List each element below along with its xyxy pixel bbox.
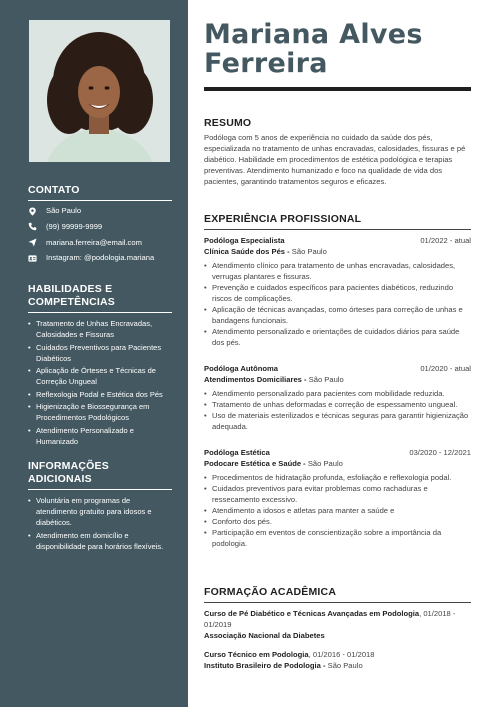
list-item: • Tratamento de Unhas Encravadas, Calosidades e Fissuras [28,318,172,340]
contact-phone-text: (99) 99999-9999 [46,221,103,231]
skills-section [28,283,172,448]
job-company-line [204,458,471,469]
list-item: • Atendimento personalizado para pacientes com mobilidade reduzida. [204,388,471,399]
candidate-name-line2: Ferreira [204,48,328,79]
job-company: Atendimentos Domiciliares - [204,375,307,384]
job-company: Clínica Saúde dos Pés - [204,247,290,256]
education-section [204,586,471,679]
name-divider [204,87,471,91]
contact-title: CONTATO [28,184,172,201]
job-header [204,235,471,246]
list-item: • Atendimento clínico para tratamento de unhas encravadas, calosidades, verrugas plantares e fissuras. [204,260,471,282]
list-item: • Atendimento em domicílio e disponibilidade para horários flexíveis. [28,530,172,552]
contact-phone [28,222,172,232]
additional-info-list [28,495,172,552]
candidate-name-line1: Mariana Alves [204,19,423,50]
job-company-line [204,246,471,257]
job-bullets [204,260,471,348]
profile-photo [29,20,170,162]
job-location: São Paulo [306,375,344,384]
education-dates: , 01/2018 - 01/2019 [204,609,456,629]
candidate-name [204,20,423,78]
job-company: Podocare Estética e Saúde - [204,459,306,468]
list-item: • Tratamento de unhas deformadas e correção de espessamento ungueal. [204,399,471,410]
profile-photo-illustration [29,20,170,162]
job-header [204,447,471,458]
education-entry [204,608,471,641]
job-entry [204,447,471,549]
list-item: • Aplicação de técnicas avançadas, como órteses para correção de unhas e bandagens funcionais. [204,304,471,326]
job-role: Podóloga Estética [204,448,270,457]
contact-location-text: São Paulo [46,206,82,215]
list-item: • Cuidados Preventivos para Pacientes Diabéticos [28,342,172,364]
list-item: • Atendimento personalizado e orientações de cuidados diários para saúde dos pés. [204,326,471,348]
list-item: • Prevenção e cuidados específicos para pacientes diabéticos, reduzindo riscos de complicações. [204,282,471,304]
contact-location [28,206,172,216]
contact-section [28,184,172,269]
list-item: • Higienização e Biossegurança em Procedimentos Podológicos [28,401,172,423]
education-institution: Associação Nacional da Diabetes [204,631,325,640]
job-role: Podóloga Especialista [204,236,285,245]
job-location: São Paulo [305,459,343,468]
additional-info-title: INFORMAÇÕES ADICIONAIS [28,460,172,490]
send-icon [28,238,37,247]
education-course: Curso Técnico em Podologia [204,650,309,659]
education-entry [204,649,471,671]
sidebar [0,0,188,707]
education-location: São Paulo [325,661,363,670]
job-header [204,363,471,374]
experience-title: EXPERIÊNCIA PROFISSIONAL [204,213,471,230]
skills-list [28,318,172,447]
education-institution: Instituto Brasileiro de Podologia - [204,661,326,670]
experience-section [204,213,471,549]
job-date: 01/2022 - atual [420,236,471,245]
job-date: 03/2020 - 12/2021 [409,448,471,457]
list-item: • Uso de materiais esterilizados e técnicas seguras para garantir higienização adequada. [204,410,471,432]
job-bullets [204,472,471,549]
skills-title-line1: HABILIDADES E [28,283,113,295]
summary-text: Podóloga com 5 anos de experiência no cuidado da saúde dos pés, especializada no tratamento de unhas encravadas, calosidades, fissuras e pé diabético. Habilidade em procedimentos de estética podológica e terapias preventivas. Atendimento humanizado e foco na qualidade de vida dos pacientes, garantindo tratamentos seguros e eficazes. [204,133,466,186]
contact-email-text[interactable]: mariana.ferreira@email.com [46,237,142,247]
education-title: FORMAÇÃO ACADÊMICA [204,586,471,603]
additional-info-section [28,460,172,553]
list-item: • Reflexologia Podal e Estética dos Pés [28,389,172,400]
contact-instagram[interactable] [28,253,172,263]
list-item: • Procedimentos de hidratação profunda, esfoliação e reflexologia podal. [204,472,471,483]
list-item: • Atendimento a idosos e atletas para manter a saúde e [204,505,471,516]
contact-email[interactable] [28,238,172,248]
education-course: Curso de Pé Diabético e Técnicas Avançadas em Podologia [204,609,420,618]
job-entry [204,363,471,432]
list-item: • Cuidados preventivos para evitar problemas como rachaduras e ressecamento excessivo. [204,483,471,505]
job-date: 01/2020 - atual [420,364,471,373]
skills-title-line2: COMPETÊNCIAS [28,296,115,308]
list-item: • Atendimento Personalizado e Humanizado [28,425,172,447]
contact-instagram-text[interactable]: Instagram: @podologia.mariana [46,253,155,263]
job-role: Podóloga Autônoma [204,364,278,373]
phone-icon [28,222,37,231]
summary-section [204,117,471,187]
job-company-line [204,374,471,385]
job-entry [204,235,471,348]
skills-title [28,283,172,313]
job-bullets [204,388,471,432]
id-card-icon [28,254,37,263]
list-item: • Voluntária em programas de atendimento gratuito para idosos e diabéticos. [28,495,172,528]
list-item: • Participação em eventos de conscientização sobre a importância da podologia. [204,527,471,549]
job-location: São Paulo [289,247,327,256]
summary-title: RESUMO [204,117,252,129]
education-dates: , 01/2016 - 01/2018 [308,650,375,659]
location-pin-icon [28,207,37,216]
list-item: • Conforto dos pés. [204,516,471,527]
list-item: • Aplicação de Órteses e Técnicas de Correção Ungueal [28,365,172,387]
